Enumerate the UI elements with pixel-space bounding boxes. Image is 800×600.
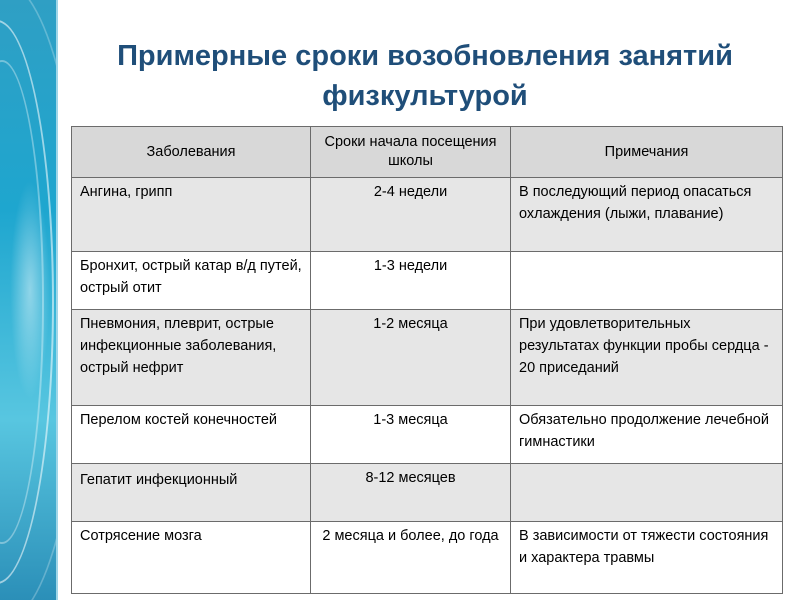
cell-term: 2-4 недели	[311, 178, 511, 252]
decorative-glow	[10, 180, 50, 400]
cell-note: Обязательно продолжение лечебной гимнастики	[511, 406, 783, 464]
cell-disease: Пневмония, плеврит, острые инфекционные заболевания, острый нефрит	[72, 310, 311, 406]
table-header-row	[72, 127, 783, 178]
cell-disease: Ангина, грипп	[72, 178, 311, 252]
cell-note: В последующий период опасаться охлаждения (лыжи, плавание)	[511, 178, 783, 252]
header-notes: Примечания	[511, 127, 783, 178]
cell-disease: Бронхит, острый катар в/д путей, острый отит	[72, 252, 311, 310]
cell-term: 2 месяца и более, до года	[311, 522, 511, 594]
slide-title: Примерные сроки возобновления занятий физкультурой	[117, 40, 733, 112]
header-school-term: Сроки начала посещения школы	[311, 127, 511, 178]
cell-disease: Гепатит инфекционный	[72, 464, 311, 522]
cell-term: 8-12 месяцев	[311, 464, 511, 522]
cell-note	[511, 252, 783, 310]
table-row	[72, 178, 783, 252]
header-diseases: Заболевания	[72, 127, 311, 178]
side-divider	[56, 0, 58, 600]
cell-note: В зависимости от тяжести состояния и характера травмы	[511, 522, 783, 594]
cell-term: 1-3 месяца	[311, 406, 511, 464]
cell-disease: Сотрясение мозга	[72, 522, 311, 594]
table-row	[72, 464, 783, 522]
table-row	[72, 406, 783, 464]
recovery-table	[71, 126, 783, 594]
cell-note	[511, 464, 783, 522]
table-row	[72, 522, 783, 594]
decorative-side-bar	[0, 0, 56, 600]
cell-disease: Перелом костей конечностей	[72, 406, 311, 464]
cell-term: 1-3 недели	[311, 252, 511, 310]
cell-note: При удовлетворительных результатах функции пробы сердца - 20 приседаний	[511, 310, 783, 406]
table-row	[72, 252, 783, 310]
cell-term: 1-2 месяца	[311, 310, 511, 406]
table-row	[72, 310, 783, 406]
